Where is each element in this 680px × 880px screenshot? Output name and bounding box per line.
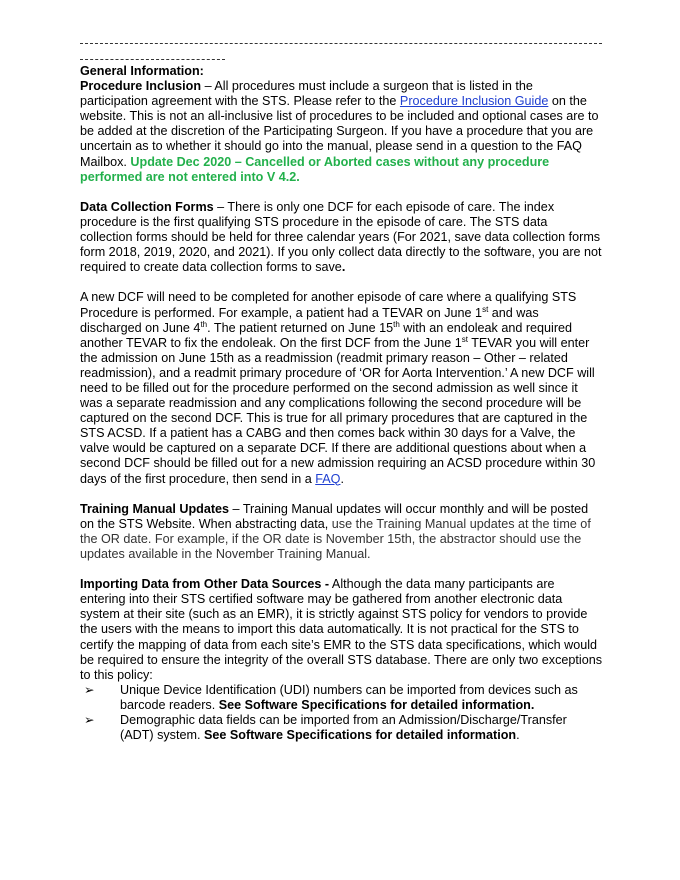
general-heading: General Information:	[80, 64, 204, 78]
arrow-bullet-icon: ➢	[84, 713, 95, 728]
dashed-divider	[80, 43, 602, 44]
arrow-bullet-icon: ➢	[84, 682, 95, 697]
document-body	[80, 64, 602, 743]
dashed-divider-continued	[80, 59, 225, 60]
update-note: Update Dec 2020 – Cancelled or Aborted cases without any procedure performed are not entered into V 4.2.	[80, 154, 550, 184]
training-paragraph: Training Manual Updates – Training Manual updates will occur monthly and will be posted on the STS Website. When abstracting data, use the Training Manual updates at the time of the OR date. For example, if the OR date is November 15th, the abstractor should use the updates available in the November Training Manual.	[80, 501, 591, 561]
procedure-inclusion-title: Procedure Inclusion	[80, 79, 202, 94]
procedure-inclusion-guide-link[interactable]: Procedure Inclusion Guide	[399, 94, 549, 109]
list-item: ➢ Demographic data fields can be imported from an Admission/Discharge/Transfer (ADT) system. See Software Specifications for detailed information.	[84, 713, 567, 743]
dcf-paragraph: Data Collection Forms – There is only one DCF for each episode of care. The index procedure is the first qualifying STS procedure in the episode of care. The STS data collection forms should be held for three calendar years (For 2021, save data collection forms form 2018, 2019, 2020, and 2021). If you only collect data directly to the software, you are not required to create data collection forms to save.	[80, 199, 602, 275]
new-dcf-paragraph: A new DCF will need to be completed for another episode of care where a qualifying STS Procedure is performed. For example, a patient had a TEVAR on June 1st and was discharged on June 4th. The patient returned on June 15th with an endoleak and required another TEVAR to fix the endoleak. On the first DCF from the June 1st TEVAR you will enter the admission on June 15th as a readmission (readmit primary reason – Other – related readmission), and a readmit primary procedure of ‘OR for Aorta Intervention.’ A new DCF will need to be filled out for the procedure performed on the second admission as well since it was a separate readmission and any complications following the second procedure will be captured on the second DCF. This is true for all primary procedures that are captured in the STS ACSD. If a patient has a CABG and then comes back within 30 days for a Valve, the valve would be captured on a separate DCF. If there are additional questions about when a second DCF should be filled out for a new admission requiring an ACSD procedure within 30 days of the first procedure, then send in a FAQ.	[80, 290, 596, 486]
faq-link[interactable]: FAQ	[315, 471, 341, 486]
procedure-inclusion-paragraph: Procedure Inclusion – All procedures must include a surgeon that is listed in the participation agreement with the STS. Please refer to the Procedure Inclusion Guide on the website. This is not an all-inclusive list of procedures to be included and optional cases are to be added at the discretion of the Participating Surgeon. If you have a procedure that you are uncertain as to whether it should go into the manual, please send in a question to the FAQ Mailbox. Update Dec 2020 – Cancelled or Aborted cases without any procedure performed are not entered into V 4.2.	[80, 79, 599, 184]
dcf-title: Data Collection Forms	[80, 199, 214, 214]
importing-title: Importing Data from Other Data Sources -	[80, 577, 330, 592]
list-item: ➢ Unique Device Identification (UDI) numbers can be imported from devices such as barcode readers. See Software Specifications for detailed information.	[84, 682, 578, 712]
importing-paragraph: Importing Data from Other Data Sources - Although the data many participants are entering into their STS certified software may be gathered from another electronic data system at their site (such as an EMR), it is strictly against STS policy for vendors to provide the users with the means to import this data automatically. It is not practical for the STS to certify the mapping of data from each site’s EMR to the STS data specifications, which would be required to ensure the integrity of the overall STS database. There are only two exceptions to this policy:	[80, 577, 603, 682]
training-title: Training Manual Updates	[80, 501, 230, 516]
